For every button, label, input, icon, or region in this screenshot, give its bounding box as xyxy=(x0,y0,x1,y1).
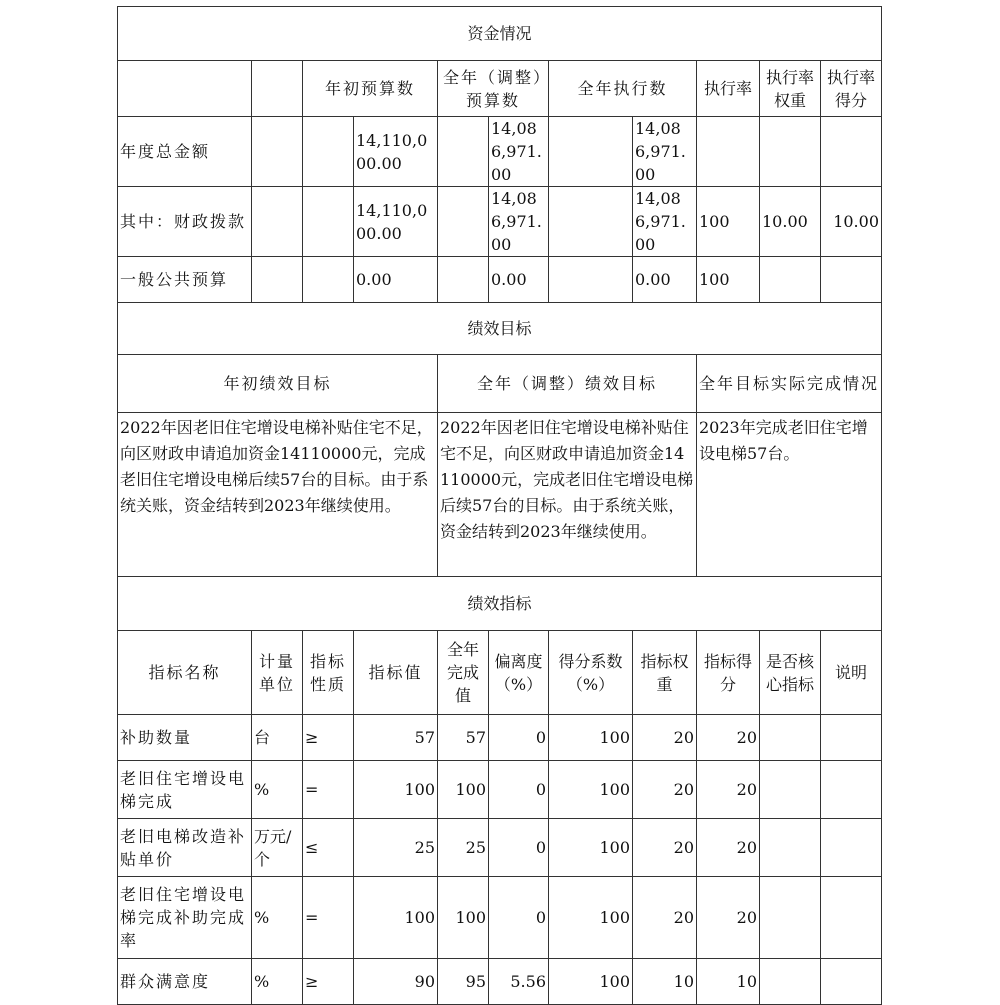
funds-weight xyxy=(760,117,821,187)
header-exec-rate: 执行率 xyxy=(697,61,760,117)
funds-executed: 14,086,971.00 xyxy=(633,117,697,187)
ind-coef: 100 xyxy=(549,877,633,959)
ind-unit: % xyxy=(252,761,303,819)
ind-header-coef: 得分系数（%） xyxy=(549,631,633,715)
ind-note xyxy=(821,761,882,819)
ind-coef: 100 xyxy=(549,819,633,877)
header-exec-score: 执行率得分 xyxy=(821,61,882,117)
ind-score: 20 xyxy=(697,761,760,819)
ind-coef: 100 xyxy=(549,959,633,1005)
ind-unit: 台 xyxy=(252,715,303,761)
ind-target: 57 xyxy=(354,715,438,761)
goal-header-adjusted: 全年（调整）绩效目标 xyxy=(438,355,697,413)
ind-header-target: 指标值 xyxy=(354,631,438,715)
funds-score xyxy=(821,117,882,187)
ind-weight: 20 xyxy=(633,761,697,819)
ind-name: 老旧电梯改造补贴单价 xyxy=(118,819,252,877)
ind-unit: % xyxy=(252,877,303,959)
ind-header-deviation: 偏离度（%） xyxy=(489,631,549,715)
ind-name: 群众满意度 xyxy=(118,959,252,1005)
goal-actual-text: 2023年完成老旧住宅增设电梯57台。 xyxy=(697,413,882,577)
ind-header-unit: 计量单位 xyxy=(252,631,303,715)
ind-note xyxy=(821,877,882,959)
ind-weight: 10 xyxy=(633,959,697,1005)
goal-adjusted-text: 2022年因老旧住宅增设电梯补贴住宅不足，向区财政申请追加资金14110000元，完成老旧住宅增设电梯后续57台的目标。由于系统关账，资金结转到2023年继续使用。 xyxy=(438,413,697,577)
ind-completed: 25 xyxy=(438,819,489,877)
ind-target: 100 xyxy=(354,877,438,959)
funds-row xyxy=(118,117,882,187)
funds-adjusted: 14,086,971.00 xyxy=(489,187,549,257)
ind-deviation: 5.56 xyxy=(489,959,549,1005)
performance-table xyxy=(117,6,882,1005)
ind-weight: 20 xyxy=(633,715,697,761)
funds-row xyxy=(118,187,882,257)
ind-header-name: 指标名称 xyxy=(118,631,252,715)
table-row xyxy=(118,761,882,819)
ind-deviation: 0 xyxy=(489,877,549,959)
funds-score: 10.00 xyxy=(821,187,882,257)
funds-rate: 100 xyxy=(697,257,760,303)
ind-completed: 95 xyxy=(438,959,489,1005)
ind-unit: % xyxy=(252,959,303,1005)
table-row xyxy=(118,819,882,877)
indicators-section-title: 绩效指标 xyxy=(118,577,882,631)
header-adjusted-budget: 全年（调整）预算数 xyxy=(438,61,549,117)
ind-target: 25 xyxy=(354,819,438,877)
ind-deviation: 0 xyxy=(489,819,549,877)
funds-row xyxy=(118,257,882,303)
ind-header-completed: 全年完成值 xyxy=(438,631,489,715)
ind-core xyxy=(760,959,821,1005)
goal-header-actual: 全年目标实际完成情况 xyxy=(697,355,882,413)
funds-rate: 100 xyxy=(697,187,760,257)
ind-target: 90 xyxy=(354,959,438,1005)
ind-deviation: 0 xyxy=(489,761,549,819)
ind-score: 20 xyxy=(697,819,760,877)
ind-header-note: 说明 xyxy=(821,631,882,715)
ind-completed: 100 xyxy=(438,761,489,819)
funds-weight: 10.00 xyxy=(760,187,821,257)
ind-name: 老旧住宅增设电梯完成 xyxy=(118,761,252,819)
table-row xyxy=(118,959,882,1005)
ind-nature: = xyxy=(303,761,354,819)
ind-note xyxy=(821,715,882,761)
ind-weight: 20 xyxy=(633,877,697,959)
funds-initial: 14,110,000.00 xyxy=(354,187,438,257)
funds-rate xyxy=(697,117,760,187)
ind-nature: ≥ xyxy=(303,959,354,1005)
ind-note xyxy=(821,819,882,877)
ind-coef: 100 xyxy=(549,715,633,761)
table-row xyxy=(118,715,882,761)
goals-section-title: 绩效目标 xyxy=(118,303,882,355)
funds-adjusted: 14,086,971.00 xyxy=(489,117,549,187)
ind-score: 20 xyxy=(697,877,760,959)
ind-completed: 100 xyxy=(438,877,489,959)
ind-score: 20 xyxy=(697,715,760,761)
header-initial-budget: 年初预算数 xyxy=(303,61,438,117)
ind-completed: 57 xyxy=(438,715,489,761)
ind-unit: 万元/个 xyxy=(252,819,303,877)
ind-core xyxy=(760,877,821,959)
ind-name: 老旧住宅增设电梯完成补助完成率 xyxy=(118,877,252,959)
ind-header-score: 指标得分 xyxy=(697,631,760,715)
funds-initial: 14,110,000.00 xyxy=(354,117,438,187)
ind-name: 补助数量 xyxy=(118,715,252,761)
ind-core xyxy=(760,819,821,877)
funds-executed: 0.00 xyxy=(633,257,697,303)
goal-initial-text: 2022年因老旧住宅增设电梯补贴住宅不足，向区财政申请追加资金14110000元，完成老旧住宅增设电梯后续57台的目标。由于系统关账，资金结转到2023年继续使用。 xyxy=(118,413,438,577)
ind-weight: 20 xyxy=(633,819,697,877)
ind-core xyxy=(760,715,821,761)
ind-target: 100 xyxy=(354,761,438,819)
ind-deviation: 0 xyxy=(489,715,549,761)
ind-score: 10 xyxy=(697,959,760,1005)
ind-nature: = xyxy=(303,877,354,959)
funds-row-label: 其中：财政拨款 xyxy=(118,187,252,257)
funds-initial: 0.00 xyxy=(354,257,438,303)
ind-nature: ≥ xyxy=(303,715,354,761)
funds-row-label: 一般公共预算 xyxy=(118,257,252,303)
funds-score xyxy=(821,257,882,303)
table-row xyxy=(118,877,882,959)
ind-note xyxy=(821,959,882,1005)
ind-core xyxy=(760,761,821,819)
header-exec-weight: 执行率权重 xyxy=(760,61,821,117)
ind-header-core: 是否核心指标 xyxy=(760,631,821,715)
ind-header-nature: 指标性质 xyxy=(303,631,354,715)
header-executed: 全年执行数 xyxy=(549,61,697,117)
goal-header-initial: 年初绩效目标 xyxy=(118,355,438,413)
ind-nature: ≤ xyxy=(303,819,354,877)
funds-executed: 14,086,971.00 xyxy=(633,187,697,257)
funds-row-label: 年度总金额 xyxy=(118,117,252,187)
funds-adjusted: 0.00 xyxy=(489,257,549,303)
funds-weight xyxy=(760,257,821,303)
ind-coef: 100 xyxy=(549,761,633,819)
funds-section-title: 资金情况 xyxy=(118,7,882,61)
ind-header-weight: 指标权重 xyxy=(633,631,697,715)
